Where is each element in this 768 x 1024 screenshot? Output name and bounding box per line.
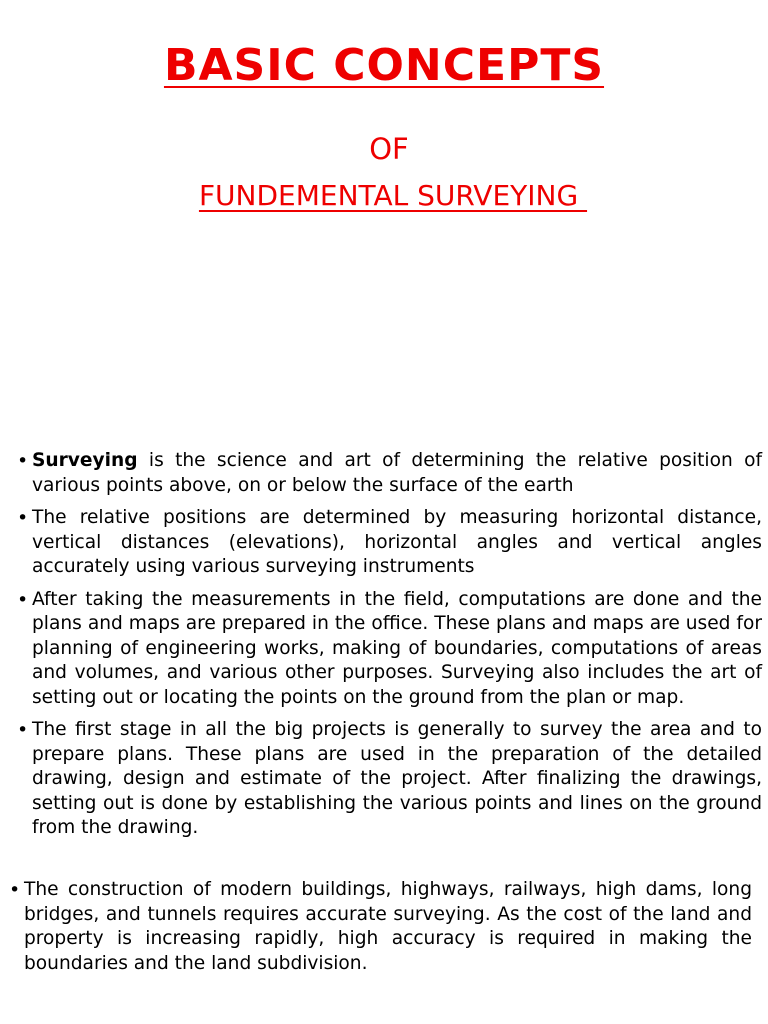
- list-item-text: The relative positions are determined by measuring horizontal distance, vertical distances (elevations), horizontal angles and vertical angles accurately using various surveying instruments: [32, 507, 762, 577]
- list-item: [17, 718, 762, 841]
- bold-term: Surveying: [32, 450, 138, 471]
- list-item-text: After taking the measurements in the field, computations are done and the plans and maps are prepared in the office. These plans and maps are used for planning of engineering works, making of boundaries, computations of areas and volumes, and various other purposes. Surveying also includes the art of setting out or locating the points on the ground from the plan or map.: [32, 588, 762, 708]
- page-title: BASIC CONCEPTS: [163, 40, 605, 91]
- bullet-icon: •: [17, 719, 29, 741]
- list-item: [17, 588, 762, 711]
- bullet-list: [17, 449, 762, 849]
- list-item-text: The first stage in all the big projects is generally to survey the area and to prepare plans. These plans are used in the preparation of the detailed drawing, design and estimate of the project. After finalizing the drawings, setting out is done by establishing the various points and lines on the ground from the drawing.: [32, 719, 762, 838]
- bullet-icon: •: [17, 507, 29, 529]
- list-item-text: The construction of modern buildings, highways, railways, high dams, long bridges, and tunnels requires accurate surveying. As the cost of the land and property is increasing rapidly, high accuracy is required in making the boundaries and the land subdivision.: [24, 879, 752, 974]
- subtitle-main: FUNDEMENTAL SURVEYING: [198, 179, 588, 212]
- bullet-list-secondary: [9, 878, 752, 984]
- list-item-text: [32, 449, 762, 498]
- list-item: [17, 449, 762, 498]
- list-item: [9, 878, 752, 976]
- bullet-icon: •: [9, 879, 21, 901]
- bullet-icon: •: [17, 450, 29, 472]
- list-item: [17, 506, 762, 580]
- bullet-icon: •: [17, 588, 29, 611]
- subtitle-of: OF: [369, 132, 409, 166]
- list-item-body: is the science and art of determining the relative position of various points above, on or below the surface of the earth: [32, 450, 762, 496]
